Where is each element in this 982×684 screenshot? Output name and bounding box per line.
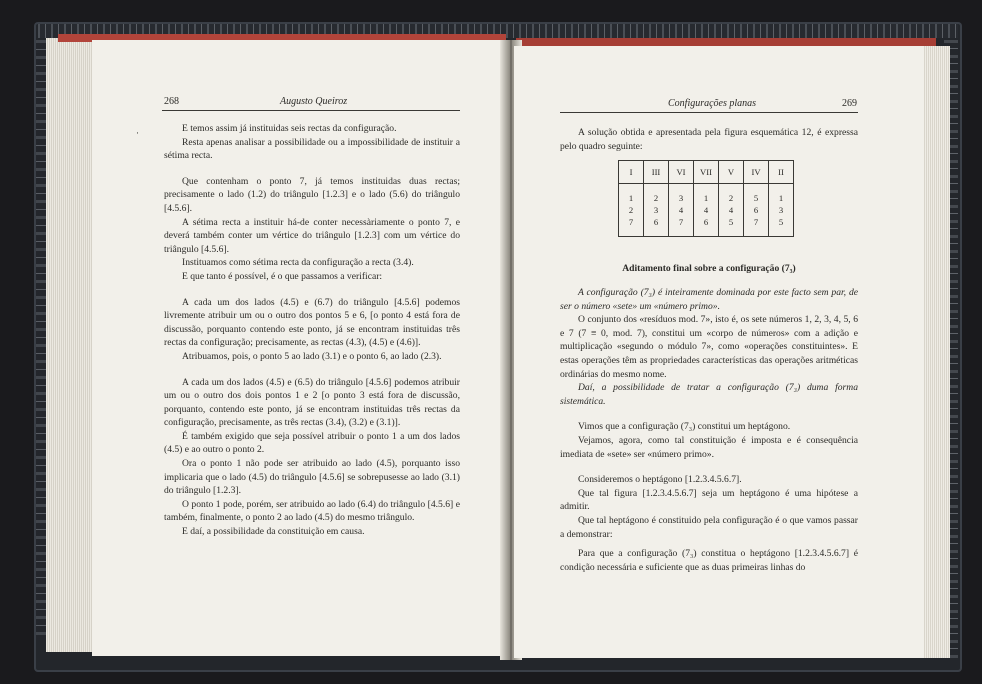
right-running-head: Configurações planas	[668, 98, 757, 109]
paragraph: A cada um dos lados (4.5) e (6.7) do triângulo [4.5.6] podemos livremente atribuir um ou o outro dos pontos 5 e 6, [o ponto 4 está fora de discussão, porquanto contendo este ponto, já se encontram instituidas três rectas da configuração; precisamente, as rectas (4.3), (4.5) e (4.6)].	[164, 296, 460, 349]
right-text-body	[560, 286, 858, 574]
table-cell: 7	[744, 216, 769, 237]
paragraph: A sétima recta a instituir há-de conter necessàriamente o ponto 7, e deverá também conter um vértice do triângulo [1.2.3] com um vértice do triângulo [4.5.6].	[164, 216, 460, 255]
paragraph: A solução obtida e apresentada pela figura esquemática 12, é expressa pelo quadro seguinte:	[560, 127, 858, 152]
table-cell: 6	[644, 216, 669, 237]
paragraph: Instituamos como sétima recta da configuração a recta (3.4).	[182, 257, 414, 269]
paragraph: Vimos que a configuração (7₃) constitui um heptágono.	[578, 421, 791, 433]
table-header-cell: IV	[744, 161, 769, 184]
paragraph: Atribuamos, pois, o ponto 5 ao lado (3.1) e o ponto 6, ao lado (2.3).	[182, 350, 442, 362]
paragraph: Que tal heptágono é constituido pela configuração é o que vamos passar a demonstrar:	[560, 514, 858, 540]
left-text-body	[164, 122, 460, 539]
table-header-cell: V	[719, 161, 744, 184]
paragraph: Ora o ponto 1 não pode ser atribuido ao lado (4.5), porquanto isso implicaria que o lado (4.5) do triângulo [4.5.6] se sobrepusesse ao lado (3.1) do triângulo [1.2.3].	[164, 458, 460, 497]
left-running-head: Augusto Queiroz	[280, 96, 348, 107]
table-cell: 3	[769, 204, 794, 216]
right-intro	[560, 126, 858, 153]
right-header-rule	[560, 112, 858, 113]
table-cell: 1	[619, 184, 644, 205]
left-page	[92, 40, 504, 656]
paragraph: O conjunto dos «resíduos mod. 7», isto é, os sete números 1, 2, 3, 4, 5, 6 e 7 (7 ≡ 0, mod. 7), constitui um «corpo de números» com a adição e multiplicação «segundo o módulo 7», como «operações constituintes». E estas operações têm as propriedades características das operações aritméticas ordinárias do mesmo nome.	[560, 314, 858, 380]
margin-mark: ·	[136, 128, 139, 138]
table-cell: 2	[644, 184, 669, 205]
right-page	[514, 46, 924, 658]
table-row	[619, 184, 794, 205]
table-cell: 5	[769, 216, 794, 237]
table-cell: 6	[694, 216, 719, 237]
table-cell: 3	[644, 204, 669, 216]
left-page-number: 268	[164, 96, 179, 107]
table-cell: 3	[669, 184, 694, 205]
paragraph: E temos assim já instituidas seis rectas da configuração.	[182, 123, 397, 134]
table-cell: 5	[719, 216, 744, 237]
right-page-number: 269	[842, 98, 857, 109]
paragraph: Resta apenas analisar a possibilidade ou a impossibilidade de instituir a sétima recta.	[164, 136, 460, 162]
table-cell: 4	[669, 204, 694, 216]
paragraph: A configuração (7₃) é inteiramente dominada por este facto sem par, de ser o número «sete» um «número primo».	[560, 287, 858, 312]
left-page-stack	[46, 38, 96, 652]
right-red-page-edge	[516, 38, 936, 46]
table-cell: 5	[744, 184, 769, 205]
paragraph: Consideremos o heptágono [1.2.3.4.5.6.7].	[578, 474, 742, 486]
table-cell: 4	[719, 204, 744, 216]
paragraph: A cada um dos lados (4.5) e (6.5) do triângulo [4.5.6] podemos atribuir um ou o outro dos dois pontos 1 e 2 [o ponto 3 está fora de discussão, porquanto, contendo este ponto, já se encontram instituidas três rectas da configuração, precisamente, as três rectas (3.4), (3.2) e (3.1)].	[164, 376, 460, 429]
paragraph: Que contenham o ponto 7, já temos instituidas duas rectas; precisamente o lado (1.2) do triângulo [1.2.3] e o lado (5.6) do triângulo [4.5.6].	[164, 175, 460, 214]
table-cell: 4	[694, 204, 719, 216]
table-header-cell: VI	[669, 161, 694, 184]
left-header-rule	[162, 110, 460, 111]
table-header-cell: VII	[694, 161, 719, 184]
paragraph: O ponto 1 pode, porém, ser atribuido ao lado (6.4) do triângulo [4.5.6] e também, finalmente, o ponto 2 ao lado (4.5) do mesmo triângulo.	[164, 498, 460, 524]
configuration-table	[618, 160, 794, 237]
section-title: Aditamento final sobre a configuração (7₃)	[622, 263, 796, 274]
paragraph: É também exigido que seja possível atribuir o ponto 1 a um dos lados (4.5) e ao outro o ponto 2.	[164, 430, 460, 456]
table-row	[619, 204, 794, 216]
paragraph: Vejamos, agora, como tal constituição é imposta e é consequência imediata de «sete» ser «número primo».	[560, 434, 858, 460]
table-cell: 1	[769, 184, 794, 205]
table-header-cell: I	[619, 161, 644, 184]
table-header-cell: II	[769, 161, 794, 184]
paragraph: E daí, a possibilidade da constituição em causa.	[182, 526, 365, 538]
table-cell: 2	[719, 184, 744, 205]
paragraph: Que tal figura [1.2.3.4.5.6.7] seja um heptágono é uma hipótese a admitir.	[560, 487, 858, 513]
table-header-row	[619, 161, 794, 184]
paragraph: Para que a configuração (7₃) constitua o heptágono [1.2.3.4.5.6.7] é condição necessária e suficiente que as duas primeiras linhas do	[560, 548, 858, 573]
table-cell: 6	[744, 204, 769, 216]
table-row	[619, 216, 794, 237]
table-cell: 2	[619, 204, 644, 216]
paragraph: E que tanto é possível, é o que passamos a verificar:	[182, 270, 383, 282]
table-cell: 7	[669, 216, 694, 237]
table-cell: 1	[694, 184, 719, 205]
table-header-cell: III	[644, 161, 669, 184]
table-cell: 7	[619, 216, 644, 237]
paragraph: Daí, a possibilidade de tratar a configuração (7₃) duma forma sistemática.	[560, 382, 858, 407]
